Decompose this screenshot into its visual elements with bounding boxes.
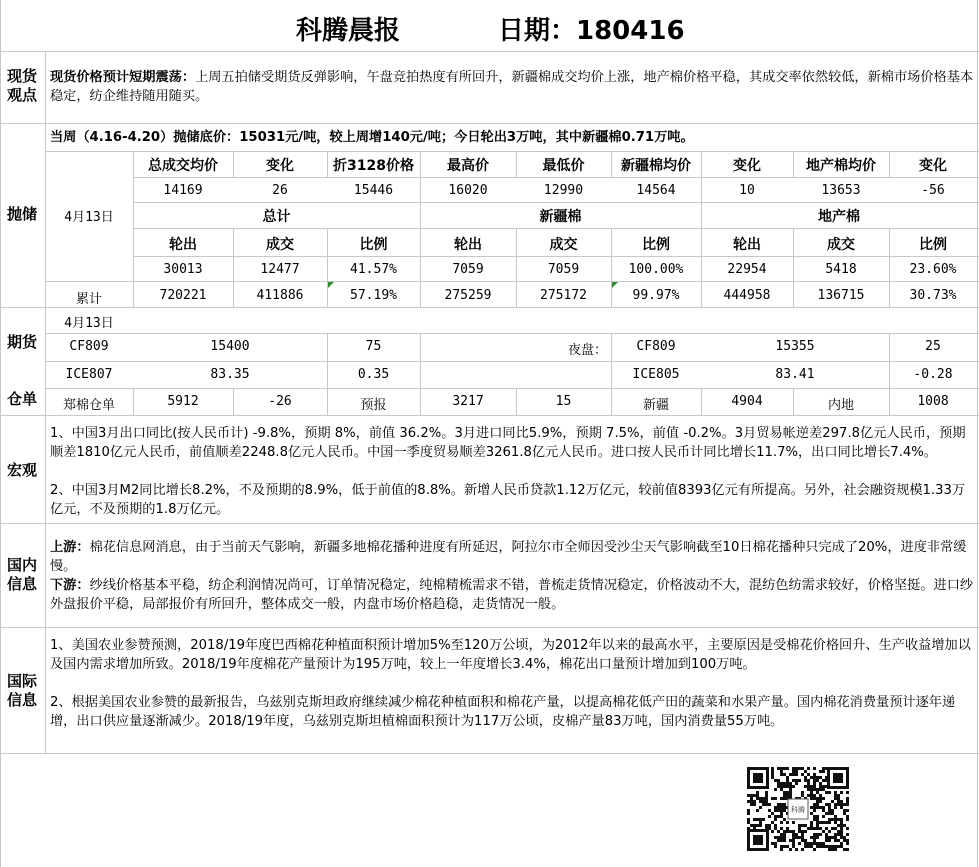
warehouse-cell: 5912 (167, 394, 199, 409)
price-value: 13653 (821, 183, 861, 198)
futures-price: 83.35 (210, 367, 250, 382)
macro-paragraph-1: 1、中国3月出口同比(按人民币计) -9.8%，预期 8%，前值 36.2%。3月进口同比5.9%，预期 7.5%，前值 -0.2%。3月贸易帐逆差297.8亿元人民币，预期顺差1810亿元人民币，前值顺差2248.8亿元人民币。中国一季度贸易顺差3261.8亿元人民币。进口按人民币计同比增长11.7%，出口同比增长7.4%。 (50, 426, 966, 460)
sub-header: 成交 (266, 237, 294, 253)
section-label-futures: 期货 (6, 333, 37, 351)
price-value: -56 (921, 183, 945, 198)
domestic-upstream (50, 538, 975, 576)
warehouse-cell: 新疆 (642, 398, 669, 413)
warehouse-cell: 15 (555, 394, 572, 409)
warehouse-cell: 内地 (827, 398, 854, 413)
divider (133, 177, 979, 178)
warehouse-cell: -26 (268, 394, 292, 409)
sub-header: 轮出 (169, 237, 197, 253)
futures-contract: ICE807 (65, 367, 113, 382)
intl-paragraph-2: 2、根据美国农业参赞的最新报告，乌兹别克斯坦政府继续减少棉花种植面积和棉花产量，以提高棉花低产田的蔬菜和水果产量。国内棉花消费量预计逐年递增，出口供应量逐渐减少。2018/19年度，乌兹别克斯坦植棉面积预计为117万公顷，皮棉产量83万吨，国内消费量55万吨。 (50, 695, 956, 729)
price-header: 最低价 (542, 158, 585, 174)
divider (45, 151, 979, 152)
futures-change: 25 (925, 339, 941, 354)
day-value: 23.60% (909, 262, 957, 277)
divider (977, 0, 978, 867)
spot-heading: 现货价格预计短期震荡： (50, 70, 196, 85)
cum-value: 275172 (540, 288, 587, 303)
divider (45, 281, 979, 282)
intl-paragraph-1: 1、美国农业参赞预测，2018/19年度巴西棉花种植面积预计增加5%至120万公顷，为2012年以来的最高水平，主要原因是受棉花价格回升、生产收益增加以及国内需求增加所致。2018/19年度棉花产量预计为195万吨，较上一年度增长3.4%，棉花出口量预计增加到100万吨。 (50, 638, 971, 672)
group-header-total: 总计 (262, 209, 291, 225)
cell-marker-icon (328, 282, 334, 288)
price-header: 新疆棉均价 (621, 158, 691, 174)
cum-value: 30.73% (909, 288, 957, 303)
group-header-local: 地产棉 (818, 209, 860, 225)
day-value: 12477 (260, 262, 300, 277)
domestic-downstream (50, 576, 975, 614)
warehouse-cell: 1008 (917, 394, 949, 409)
divider (45, 333, 979, 334)
day-value: 22954 (727, 262, 767, 277)
divider (0, 627, 979, 628)
price-value: 14564 (636, 183, 676, 198)
price-header: 总成交均价 (148, 158, 218, 174)
cum-value: 99.97% (632, 288, 680, 303)
cell-marker-icon (612, 282, 618, 288)
price-value: 10 (739, 183, 755, 198)
price-header: 变化 (266, 158, 294, 174)
divider (0, 307, 979, 308)
price-header: 折3128价格 (333, 158, 414, 174)
qr-code-icon (745, 765, 851, 853)
day-value: 41.57% (350, 262, 397, 277)
cum-value: 720221 (159, 288, 207, 303)
group-header-xinjiang: 新疆棉 (539, 209, 582, 225)
warehouse-cell: 3217 (452, 394, 484, 409)
qr-caption: 科腾 (791, 806, 805, 814)
day-value: 5418 (825, 262, 857, 277)
futures-contract: CF809 (69, 339, 109, 354)
day-value: 7059 (452, 262, 484, 277)
warehouse-cell: 预报 (360, 398, 387, 413)
section-label-warehouse: 仓单 (6, 390, 37, 408)
cum-value: 57.19% (350, 288, 397, 303)
sub-header: 成交 (827, 237, 855, 253)
sub-header: 比例 (359, 237, 388, 253)
divider (133, 202, 979, 203)
cum-label: 累计 (75, 292, 102, 307)
price-header: 地产棉均价 (806, 158, 876, 174)
cum-value: 444958 (723, 288, 771, 303)
spot-text: 上周五拍储受期货反弹影响，午盘竞拍热度有所回升，新疆棉成交均价上涨，地产棉价格平稳，其成交率依然较低，新棉市场价格基本稳定，纺企维持随用随买。 (50, 70, 974, 104)
futures-change: 75 (365, 339, 382, 354)
divider (0, 123, 979, 124)
price-header: 最高价 (447, 158, 489, 174)
downstream-text: 纱线价格基本平稳，纺企利润情况尚可，订单情况稳定，纯棉精梳需求不错，普梳走货情况稳定，价格波动不大，混纺色纺需求较好，价格坚挺。进口纱外盘报价平稳，局部报价有所回升，整体成交一般，内盘市场价格趋稳，走货情况一般。 (50, 578, 974, 612)
section-label-intl: 国际信息 (6, 672, 37, 709)
night-session-label: 夜盘： (567, 343, 607, 358)
reserve-summary: 当周（4.16-4.20）抛储底价：15031元/吨，较上周增140元/吨；今日轮出3万吨，其中新疆棉0.71万吨。 (50, 130, 694, 145)
report-title: 科腾晨报 (296, 16, 401, 46)
day-value: 30013 (163, 262, 203, 277)
price-value: 12990 (543, 183, 584, 198)
divider (0, 753, 979, 754)
divider (45, 388, 979, 389)
sub-header: 比例 (919, 237, 947, 253)
section-label-reserve: 抛储 (6, 205, 37, 223)
divider (45, 361, 979, 362)
downstream-heading: 下游： (50, 578, 90, 593)
sub-header: 轮出 (454, 237, 482, 253)
price-value: 16020 (448, 183, 488, 198)
futures-contract: CF809 (636, 339, 676, 354)
sub-header: 轮出 (733, 237, 761, 253)
divider (133, 256, 979, 257)
day-value: 7059 (547, 262, 580, 277)
reserve-date: 4月13日 (64, 210, 114, 225)
futures-price: 83.41 (775, 367, 815, 382)
section-label-spot: 现货观点 (6, 67, 37, 104)
spot-paragraph (50, 68, 975, 106)
cum-value: 275259 (444, 288, 492, 303)
report-date: 日期：180416 (498, 16, 685, 46)
macro-paragraph-2: 2、中国3月M2同比增长8.2%，不及预期的8.9%，低于前值的8.8%。新增人民币贷款1.12万亿元，较前值8393亿元有所提高。另外，社会融资规模1.33万亿元，不及预期的1.8万亿元。 (50, 483, 966, 517)
cum-value: 136715 (817, 288, 865, 303)
sub-header: 成交 (549, 237, 578, 253)
futures-change: -0.28 (913, 367, 953, 382)
futures-price: 15355 (775, 339, 815, 354)
price-value: 15446 (353, 183, 394, 198)
divider (0, 523, 979, 524)
futures-contract: ICE805 (632, 367, 680, 382)
price-header: 变化 (733, 158, 761, 174)
upstream-heading: 上游： (50, 540, 90, 555)
cum-value: 411886 (256, 288, 304, 303)
futures-change: 0.35 (357, 367, 390, 382)
futures-price: 15400 (210, 339, 250, 354)
price-value: 14169 (163, 183, 203, 198)
price-value: 26 (272, 183, 288, 198)
section-label-domestic: 国内信息 (6, 556, 37, 593)
divider (0, 51, 979, 52)
day-value: 100.00% (628, 262, 684, 277)
warehouse-cell: 4904 (731, 394, 763, 409)
section-label-macro: 宏观 (6, 461, 37, 479)
price-header: 变化 (919, 158, 947, 174)
warehouse-cell: 郑棉仓单 (62, 398, 115, 413)
upstream-text: 棉花信息网消息，由于当前天气影响，新疆多地棉花播种进度有所延迟，阿拉尔市全师因受沙尘天气影响截至10日棉花播种只完成了20%，进度非常缓慢。 (50, 540, 967, 574)
sub-header: 比例 (642, 237, 670, 253)
divider (0, 415, 979, 416)
futures-date: 4月13日 (64, 316, 114, 331)
divider (0, 0, 1, 867)
divider (133, 228, 979, 229)
